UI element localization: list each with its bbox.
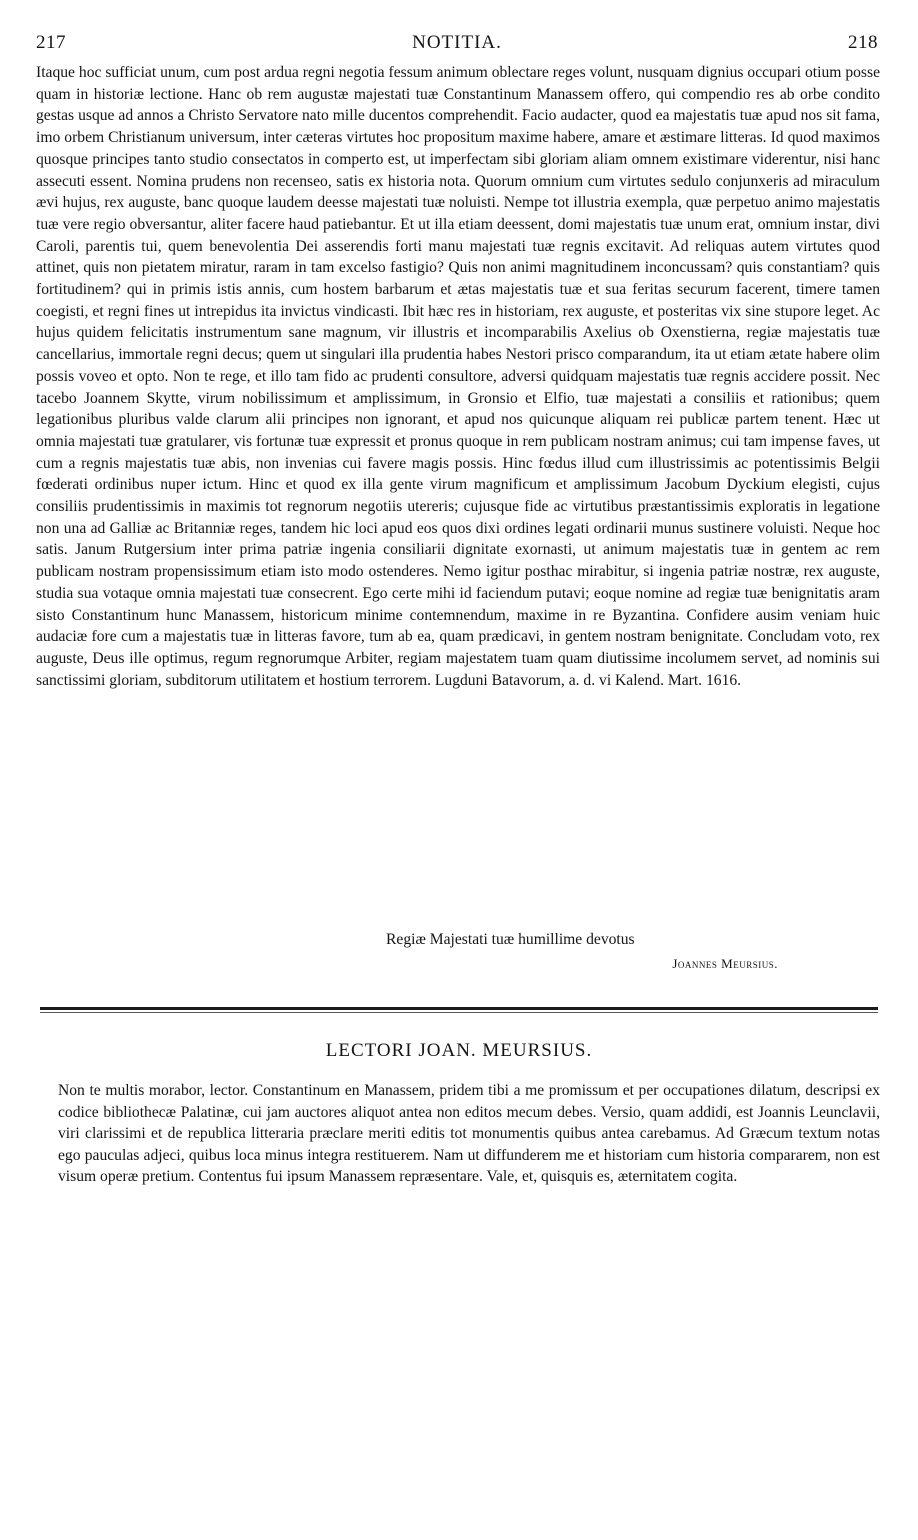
section-heading: LECTORI JOAN. MEURSIUS.: [325, 1040, 593, 1061]
page-number-right: 218: [848, 32, 878, 53]
signoff-line: Regiæ Majestati tuæ humillime devotus: [386, 931, 635, 948]
dedication-text-block: [36, 62, 880, 691]
page-header: [36, 32, 878, 58]
signoff: [0, 928, 878, 978]
section-divider: [40, 1007, 878, 1010]
page-number-left: 217: [36, 32, 66, 53]
preface-paragraph: Non te multis morabor, lector. Constantinum en Manassem, pridem tibi a me promissum et per occupationes dilatum, descripsi ex codice bibliothecæ Palatinæ, cui jam auctores aliquot antea non editos mecum debes. Versio, quam addidi, est Joannis Leunclavii, viri clarissimi et de republica litteraria præclare meriti editis tot monumentis quibus antea carebamus. Ad Græcum textum notas ego pauculas adjeci, quibus loca minus integra restituerem. Nam ut diffunderem me et historiam cum historia compararem, non est visum operæ pretium. Contentus fui ipsum Manassem repræsentare. Vale, et, quisquis es, æternitatem cogita.: [58, 1082, 880, 1185]
section-divider-thin: [40, 1012, 878, 1013]
preface-text-block: [58, 1080, 880, 1188]
signoff-signature: Joannes Meursius.: [672, 956, 778, 971]
dedication-paragraph: Itaque hoc sufficiat unum, cum post ardua regni negotia fessum animum oblectare reges volunt, nusquam dignius occupari otium posse quam in historiæ lectione. Hanc ob rem augustæ majestati tuæ Constantinum Manassem offero, qui compendio res ab orbe condito gestas usque ad annos a Christo Servatore nato mille ducentos comprehendit. Facio audacter, quod ea majestatis tuæ apud nos sit fama, imo orbem Christianum universum, inter cæteras virtutes hoc propositum maxime habere, amare et æstimare litteras. Id quod maximos quosque principes tanto studio consectatos in comperto est, ut imperfectam sibi gloriam aliam omnem existimare viderentur, nisi hanc assecuti essent. Nomina prudens non recenseo, satis ex historia nota. Quorum omnium cum virtutes sedulo conjunxeris ad miraculum ævi hujus, rex auguste, banc quoque laudem deesse majestati tuæ noluisti. Nempe tot illustria exempla, quæ perpetuo animo majestatis tuæ vere regio obversantur, aliter facere haud patiebantur. Et ut illa etiam deessent, domi majestatis tuæ unum erat, omnium instar, divi Caroli, parentis tui, quem benevolentia Dei asserendis forti manu majestati tuæ regnis excitavit. Ad reliquas autem virtutes quod attinet, quis non pietatem miratur, raram in tam excelso fastigio? Quis non animi magnitudinem inconcussam? quis constantiam? quis fortitudinem? qui in primis istis annis, cum hostem barbarum et ætas majestatis tuæ et sua feritas securum facerent, timere tamen coegisti, et regni fines ut intrepidus ita invictus vindicasti. Ibit hæc res in historiam, rex auguste, et posteritas vix sine stupore leget. Ac hujus quidem felicitatis instrumentum sane magnum, vir illustris et incomparabilis Axelius ob Oxenstierna, regiæ majestatis tuæ cancellarius, immortale regni decus; quem ut singulari illa prudentia habes Nestori prisco comparandum, ita ut etiam ætate habere olim possis voveo et opto. Non te rege, et illo tam fido ac prudenti consultore, adversi quidquam majestatis tuæ regnis accidere possit. Nec tacebo Joannem Skytte, virum nobilissimum et amplissimum, in Gronsio et Elfio, tuæ majestati a consiliis et rationibus; quem legationibus pluribus valde clarum alii principes non ignorant, et apud nos quicunque aliquam rei publicæ partem tenent. Hæc ut omnia majestati tuæ gratularer, vis fortunæ tuæ expressit et pronus quoque in rem publicam nostram animus; cui tam impense faves, ut cum a regnis majestatis tuæ abis, non invenias cui favere magis possis. Hinc fœdus illud cum illustrissimis ac potentissimis Belgii fœderati ordinibus nuper ictum. Hinc et quod ex illa gente virum magnificum et amplissimum Jacobum Dyckium elegisti, cujus consiliis prudentissimis in maximis tot regnorum negotiis utereris; cujusque fide ac virtutibus præstantissimis exploratis in legatione non una ad Galliæ ac Britanniæ reges, tandem hic loci apud eos quos dixi ordines legati ordinarii munus sustinere voluisti. Neque hoc satis. Janum Rutgersium inter prima patriæ ingenia consiliarii dignitate exornasti, ut animum majestatis tuæ in gentem ac rem publicam nostram propensissimum etiam isto modo ostenderes. Nemo igitur posthac mirabitur, si ingenia patriæ nostræ, rex auguste, studia sua votaque omnia majestati tuæ consecrent. Ego certe mihi id faciendum putavi; eoque nomine ad regiæ tuæ benignitatis aram sisto Constantinum hunc Manassem, historicum minime contemnendum, maxime in re Byzantina. Confidere ausim veniam huic audaciæ fore cum a majestatis tuæ in litteras favore, tum ab ea, quam prædicavi, in gentem nostram benignitate. Concludam voto, rex auguste, Deus ille optimus, regum regnorumque Arbiter, regiam majestatem tuam quam diutissime incolumem servet, ad nominis sui sanctissimi gloriam, subditorum utilitatem et hostium terrorem. Lugduni Batavorum, a. d. vi Kalend. Mart. 1616.: [36, 64, 880, 689]
running-title: NOTITIA.: [412, 32, 502, 53]
